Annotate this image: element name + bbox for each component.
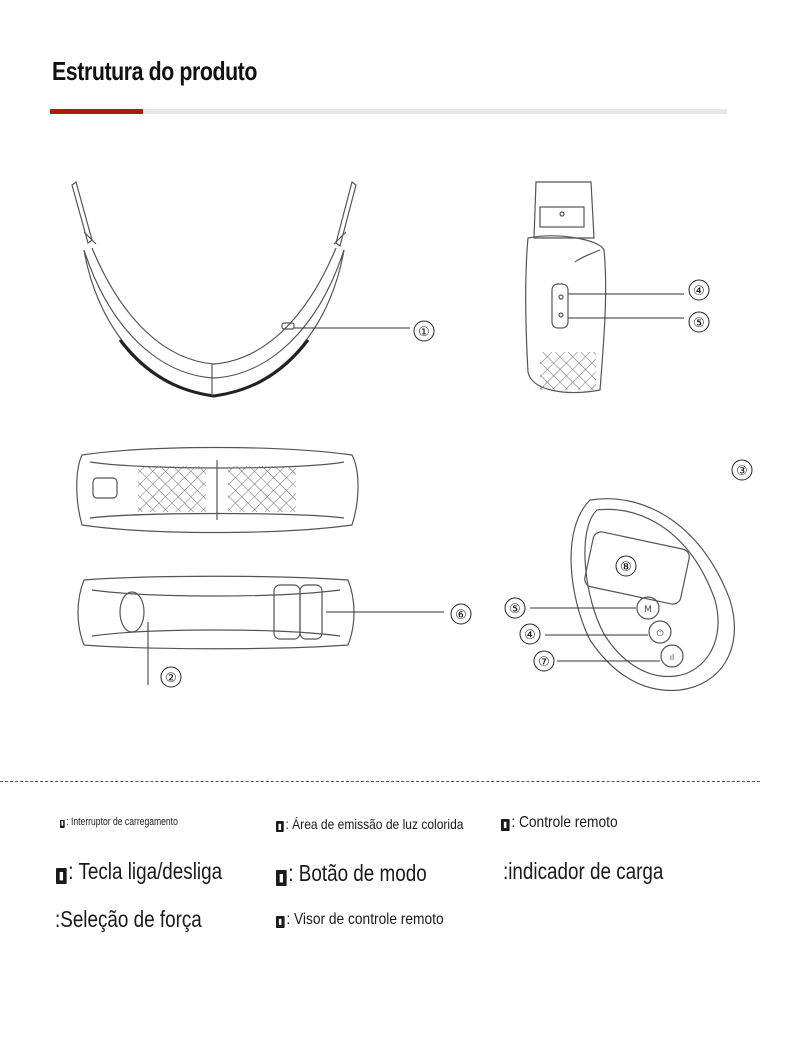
legend-text: : Controle remoto <box>511 814 618 831</box>
neck-band-top-view <box>77 448 358 533</box>
callout-3: ③ <box>736 464 748 479</box>
legend-text: : Tecla liga/desliga <box>68 858 223 884</box>
callout-2: ② <box>165 671 177 686</box>
legend-item-mode-button <box>276 860 427 887</box>
callout-4-remote: ④ <box>524 628 536 643</box>
legend-marker: ▮ <box>61 820 64 827</box>
callout-5-device: ⑤ <box>693 316 705 331</box>
legend-marker: ▮ <box>276 870 287 886</box>
remote-mode-button-label: M <box>644 605 652 615</box>
neck-band-front-view <box>72 182 356 396</box>
legend-item-power-key <box>56 858 222 885</box>
legend-item-light-area <box>276 816 463 832</box>
callout-4-device: ④ <box>693 284 705 299</box>
page-title: Estrutura do produto <box>52 56 257 86</box>
callout-8: ⑧ <box>620 560 632 575</box>
legend-item-charge-indicator <box>503 858 663 885</box>
legend-marker: ▮ <box>276 916 285 928</box>
callout-5-remote: ⑤ <box>509 602 521 617</box>
legend-text: : Área de emissão de luz colorida <box>285 816 464 832</box>
legend-text: : Interruptor de carregamento <box>66 816 178 828</box>
callout-6: ⑥ <box>455 608 467 623</box>
remote-control-view <box>571 499 734 691</box>
legend-marker: ▮ <box>501 819 510 831</box>
remote-power-button-label: ⏻ <box>656 629 664 639</box>
section-divider <box>0 781 760 782</box>
remote-strength-button-label: ıl <box>669 653 675 662</box>
legend-item-charging-switch <box>60 816 178 828</box>
neck-band-side-view <box>526 182 606 393</box>
legend-item-strength-selection <box>55 906 202 933</box>
legend-text: :Seleção de força <box>55 906 202 932</box>
callout-7: ⑦ <box>538 655 550 670</box>
legend-item-remote <box>501 814 618 832</box>
legend-text: : Botão de modo <box>288 860 427 886</box>
legend-item-remote-display <box>276 911 444 929</box>
legend-marker: ▮ <box>56 868 67 884</box>
callout-1: ① <box>418 325 430 340</box>
legend-text: : Visor de controle remoto <box>286 911 444 928</box>
legend-text: :indicador de carga <box>503 858 664 884</box>
legend-marker: ▮ <box>277 822 282 831</box>
neck-band-bottom-view <box>78 576 354 649</box>
